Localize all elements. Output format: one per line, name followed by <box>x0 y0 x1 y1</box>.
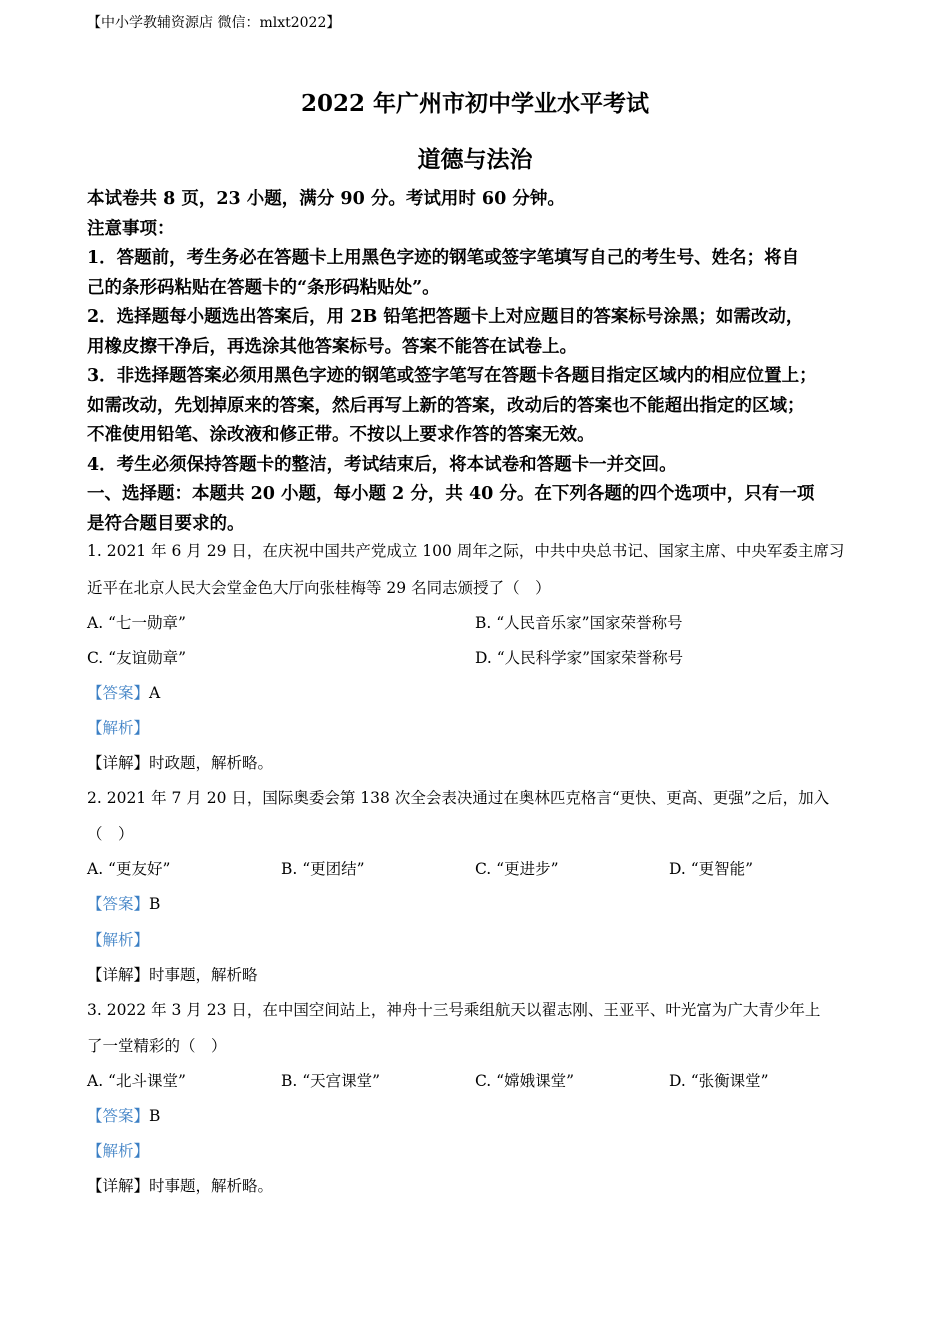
note-1-line-2: 己的条形码粘贴在答题卡的“条形码粘贴处”。 <box>87 278 440 298</box>
note-4: 4．考生必须保持答题卡的整洁，考试结束后，将本试卷和答题卡一并交回。 <box>87 455 677 475</box>
question-1-option-b: B. “人民音乐家”国家荣誉称号 <box>475 614 683 632</box>
answer-value: A <box>149 684 161 702</box>
question-2-analysis-tag: 【解析】 <box>87 931 150 949</box>
notes-heading: 注意事项： <box>87 219 175 239</box>
question-1-detail <box>87 751 273 773</box>
question-3-answer <box>87 1104 160 1126</box>
exam-title: 2022 年广州市初中学业水平考试 <box>300 90 650 117</box>
answer-tag: 【答案】 <box>87 1107 150 1125</box>
note-1-line-1: 1．答题前，考生务必在答题卡上用黑色字迹的钢笔或签字笔填写自己的考生号、姓名；将自 <box>87 248 800 268</box>
question-2-option-b: B. “更团结” <box>281 860 365 878</box>
header-note: 【中小学教辅资源店 微信：mlxt2022】 <box>87 15 341 31</box>
question-2-option-d: D. “更智能” <box>669 860 754 878</box>
question-1-line-2: 近平在北京人民大会堂金色大厅向张桂梅等 29 名同志颁授了（ ） <box>87 579 551 597</box>
section-heading-line-2: 是符合题目要求的。 <box>87 514 245 534</box>
question-1-option-c: C. “友谊勋章” <box>87 649 187 667</box>
question-3-line-2: 了一堂精彩的（ ） <box>87 1037 227 1055</box>
question-3-option-a: A. “北斗课堂” <box>87 1072 186 1090</box>
detail-text: 时政题，解析略。 <box>149 754 274 772</box>
answer-tag: 【答案】 <box>87 895 150 913</box>
question-1-line-1: 1. 2021 年 6 月 29 日，在庆祝中国共产党成立 100 周年之际，中共中央总书记、国家主席、中央军委主席习 <box>87 542 845 560</box>
question-2-line-2: （ ） <box>87 825 134 843</box>
question-3-option-b: B. “天宫课堂” <box>281 1072 381 1090</box>
question-1-answer <box>87 681 160 703</box>
subject-title: 道德与法治 <box>417 146 533 173</box>
detail-text: 时事题，解析略。 <box>149 1177 274 1195</box>
question-2-option-c: C. “更进步” <box>475 860 559 878</box>
question-2-option-a: A. “更友好” <box>87 860 171 878</box>
detail-tag: 【详解】 <box>87 966 150 984</box>
answer-value: B <box>149 1107 161 1125</box>
note-3-line-1: 3．非选择题答案必须用黑色字迹的钢笔或签字笔写在答题卡各题目指定区域内的相应位置上； <box>87 366 817 386</box>
detail-text: 时事题，解析略 <box>149 966 258 984</box>
note-3-line-3: 不准使用铅笔、涂改液和修正带。不按以上要求作答的答案无效。 <box>87 425 595 445</box>
question-3-option-d: D. “张衡课堂” <box>669 1072 769 1090</box>
question-2-answer <box>87 892 160 914</box>
question-2-detail <box>87 963 258 985</box>
detail-tag: 【详解】 <box>87 754 150 772</box>
question-1-option-d: D. “人民科学家”国家荣誉称号 <box>475 649 684 667</box>
question-3-line-1: 3. 2022 年 3 月 23 日，在中国空间站上，神舟十三号乘组航天以翟志刚、王亚平、叶光富为广大青少年上 <box>87 1001 821 1019</box>
section-heading-line-1: 一、选择题：本题共 20 小题，每小题 2 分，共 40 分。在下列各题的四个选项中，只有一项 <box>87 484 815 504</box>
question-1-analysis-tag: 【解析】 <box>87 719 150 737</box>
answer-tag: 【答案】 <box>87 684 150 702</box>
exam-summary: 本试卷共 8 页，23 小题，满分 90 分。考试用时 60 分钟。 <box>87 189 565 209</box>
detail-tag: 【详解】 <box>87 1177 150 1195</box>
question-3-analysis-tag: 【解析】 <box>87 1142 150 1160</box>
question-2-line-1: 2. 2021 年 7 月 20 日，国际奥委会第 138 次全会表决通过在奥林匹克格言“更快、更高、更强”之后，加入 <box>87 789 830 807</box>
question-3-detail <box>87 1174 273 1196</box>
answer-value: B <box>149 895 161 913</box>
question-1-option-a: A. “七一勋章” <box>87 614 186 632</box>
note-2-line-2: 用橡皮擦干净后，再选涂其他答案标号。答案不能答在试卷上。 <box>87 337 577 357</box>
question-3-option-c: C. “嫦娥课堂” <box>475 1072 575 1090</box>
note-3-line-2: 如需改动，先划掉原来的答案，然后再写上新的答案，改动后的答案也不能超出指定的区域； <box>87 396 805 416</box>
note-2-line-1: 2．选择题每小题选出答案后，用 2B 铅笔把答题卡上对应题目的答案标号涂黑；如需改动， <box>87 307 804 327</box>
